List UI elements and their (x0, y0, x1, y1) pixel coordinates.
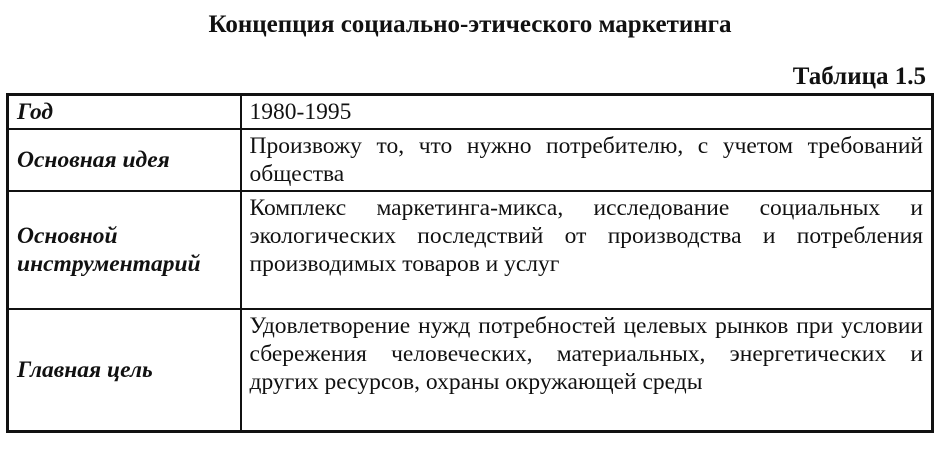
row-label-year: Год (8, 95, 241, 130)
row-label-main-goal: Главная цель (8, 309, 241, 432)
table-row-main-goal (8, 309, 933, 432)
table-row-year (8, 95, 933, 130)
table-row-main-tools (8, 191, 933, 309)
row-value-year: 1980-1995 (241, 95, 933, 130)
row-label-main-tools: Основной инструментарий (8, 191, 241, 309)
document-title: Концепция социально-этического маркетинга (208, 11, 732, 38)
table-row-main-idea (8, 129, 933, 191)
table-number-label: Таблица 1.5 (792, 63, 926, 90)
row-value-main-idea: Произвожу то, что нужно потребителю, с учетом требований общества (241, 129, 933, 191)
concept-table (6, 93, 934, 433)
row-value-main-goal: Удовлетворение нужд потребностей целевых рынков при условии сбережения человеческих, материальных, энергетических и других ресурсов, охраны окружающей среды (241, 309, 933, 432)
row-label-main-idea: Основная идея (8, 129, 241, 191)
row-value-main-tools: Комплекс маркетинга-микса, исследование социальных и экологических последствий от производства и потребления производимых товаров и услуг (241, 191, 933, 309)
